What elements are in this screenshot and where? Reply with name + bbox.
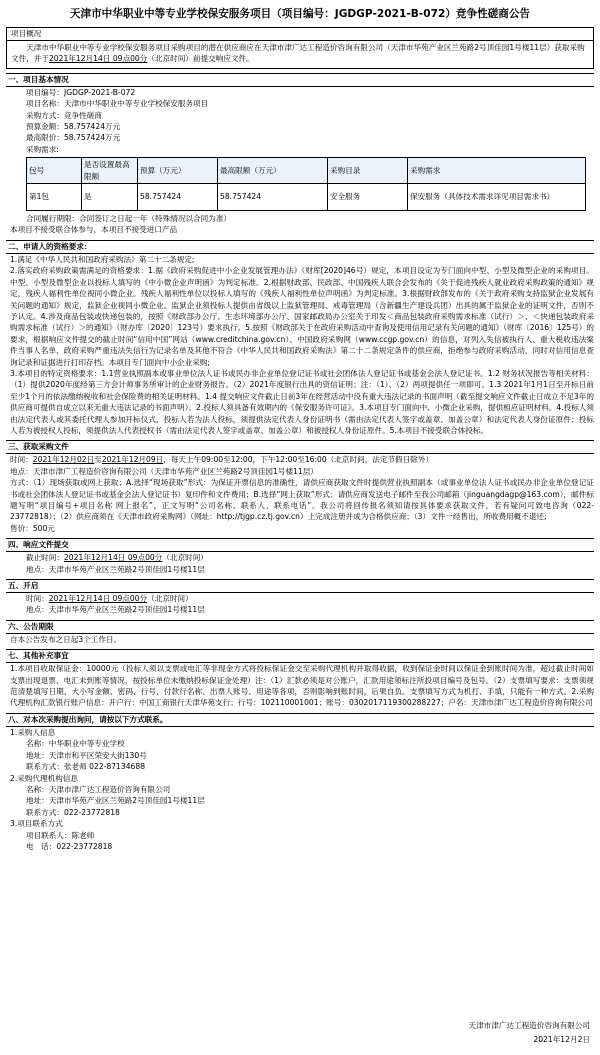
section-1-heading-bar [6, 73, 594, 87]
obtain-time-end: 2021年12月09日 [101, 455, 164, 465]
field-label: 预算金额： [26, 122, 64, 132]
agency-title: 2.采购代理机构信息 [10, 773, 78, 783]
open-time [6, 593, 594, 604]
overview-box [6, 27, 594, 69]
overview-text-end: （北京时间）前提交响应文件。 [147, 54, 254, 64]
section-6-heading: 六、公告期限 [8, 621, 54, 631]
obtain-time-start: 2021年12月02日 [32, 455, 95, 465]
field-value: JGDGP-2021-B-072 [63, 87, 136, 97]
obtain-method: 方式：（1）现场获取或网上获取；A.选择“现场获取”形式：为保证开票信息的准确性，请供应商获取文件时提供营业执照副本（或事业单位法人证书或民办非企业单位登记证书或社会团体法人登记证书或基金会法人登记证书）复印件和文件费用；B.选择“网上获取”形式：请供应商发送电子邮件至我公司邮箱（jinguangdagp@163.com），邮件标题写明“项目编号+项目名称 网上报名”，正文写明“公司名称、联系人、联系电话”。我公司将回传报名须知请按具体要求获取文件，若有疑问可致电咨询（022-23772818）；（2）供应商须在《天津市政府采购网》（网址：http://tjgp.cz.tj.gov.cn）上完成注册并成为合格供应商；（3）文件一经售出，所收费用概不退还; [10, 478, 594, 522]
field-label: 采购方式： [26, 110, 64, 120]
submit-deadline-value: 2021年12月14日 09点00分 [63, 553, 163, 563]
qualification-3: 3.本项目的特定资格要求：1.1营业执照副本或事业单位法人证书或民办非企业单位登记证书或社会团体法人登记证书或基金会法人登记证书。1.2 财务状况报告等相关材料：（1）提供2020年度经第三方会计师事务所审计的企业财务报告。（2）2021年度银行出具的资信证明；注：（1）、（2）两项提供任一项即可。1.3 2021年1月1日至开标日前至少1个月的依法缴纳税收和社会保险费的相关证明材料。1.4 提交响应文件截止日前3年在经营活动中没有重大违法记录的书面声明（截至提交响应文件截止日成立不足3年的供应商可提供自成立以来无重大违法记录的书面声明）。2.投标人须具备有效期内的《保安服务许可证》。3.本项目专门面向中、小微企业采购，提供相应证明材料。4.投标人须由法定代表人或其委托代理人参加开标仪式，投标人若为法人投标，须提供法定代表人身份证明书（需由法定代表人签字或盖章、加盖公章）和法定代表人身份证原件；投标人若为被授权人投标，须提供法人代表授权书（需由法定代表人签字或盖章、加盖公章）和被授权人身份证原件。5.本项目不接受联合体投标。 [10, 368, 594, 435]
table-header: 采购需求 [408, 158, 586, 184]
agency-address: 地址：天津市华苑产业区兰苑路2号顶佳园1号楼11层 [26, 796, 205, 806]
table-cell: 58.757424 [138, 184, 218, 211]
table-cell: 第1包 [27, 184, 82, 211]
section-7-heading: 七、其他补充事宜 [8, 651, 69, 661]
open-time-suffix: （北京时间） [147, 594, 193, 604]
section-8-heading: 八、对本次采购提出询问，请按以下方式联系。 [8, 714, 168, 724]
signature-date: 2021年12月2日 [533, 1035, 590, 1044]
table-header: 预算（万元） [138, 158, 218, 184]
table-header: 是否设置最高限额 [82, 158, 138, 184]
overview-body [7, 41, 593, 68]
purchaser-title: 1.采购人信息 [10, 727, 56, 737]
notice-period: 自本公告发布之日起3个工作日。 [10, 634, 122, 644]
field-max-price [6, 132, 594, 143]
obtain-time-label: 时间： [10, 455, 33, 465]
signature-company: 天津市津广达工程造价咨询有限公司 [468, 1021, 590, 1030]
table-header-row [27, 158, 586, 184]
qualification-1: 1.满足《中华人民共和国政府采购法》第二十二条规定; [10, 254, 195, 264]
section-2-heading: 二、申请人的资格要求： [8, 241, 92, 251]
section-8-heading-bar [6, 713, 594, 727]
field-label: 最高限价： [26, 133, 64, 143]
supplementary-matters: 1.本项目收取保证金：10000元（投标人须以支票或电汇等非现金方式将投标保证金交至采购代理机构并取得收据，收到保证金时间以保证金到账时间为准，超过截止时间如支票出现退票、电汇未到账等情况，按投标单位未缴纳投标保证金处理）注：（1）汇款必须是对公账户，汇款用途须标注所投项目编号及包号。（2）支票填写要求：支票须规范清楚填写日期、大小写金额、密码、行号、付款行名称、出票人账号、用途等各项，否则影响到账时间，后果自负。支票填写方式为机打、手填，只能有一种方式。2.采购代理机构汇款银行账户信息：开户行：中国工商银行天津华苑支行；行号：102110001001；账号：0302017119300288227；户名：天津市津广达工程造价咨询有限公司 [10, 664, 594, 708]
table-cell: 安全服务 [328, 184, 408, 211]
table-cell: 58.757424 [218, 184, 328, 211]
field-project-no [6, 87, 594, 98]
project-contact-title: 3.项目联系方式 [10, 819, 63, 829]
open-time-value: 2021年12月14日 09点00分 [48, 594, 148, 604]
table-header: 包号 [27, 158, 82, 184]
overview-text: 天津市中华职业中等专业学校保安服务项目采购项目的潜在供应商应在天津市津广达工程造价咨询有限公司（天津市华苑产业区兰苑路2号顶佳园1号楼11层）获取采购文件，并于 [11, 43, 585, 64]
section-3-heading-bar [6, 440, 594, 454]
section-7-heading-bar [6, 649, 594, 663]
field-value: 58.757424万元 [63, 133, 121, 143]
section-2-heading-bar [6, 240, 594, 254]
field-label: 项目名称： [26, 99, 64, 109]
project-contact-phone: 电 话：022-23772818 [26, 841, 113, 851]
overview-deadline: 2021年12月14日 09点00分 [48, 54, 148, 64]
purchaser-name: 名称：中华职业中等专业学校 [26, 739, 125, 749]
field-value: 58.757424万元 [63, 122, 121, 132]
field-project-name [6, 98, 594, 109]
contract-period: 合同履行期限：合同签订之日起一年（特殊情况以合同为准） [26, 214, 232, 224]
table-header: 最高限额（万元） [218, 158, 328, 184]
table-row [27, 184, 586, 211]
obtain-time [6, 454, 594, 465]
section-5-heading: 五、开启 [8, 581, 39, 591]
obtain-place: 地点：天津市津广工程造价咨询有限公司（天津市华苑产业区兰苑路2号顶佳园1号楼11层） [10, 466, 318, 476]
purchaser-address: 地址：天津市和平区荣安大街130号 [26, 750, 147, 760]
qualification-2: 2.落实政府采购政策需满足的资格要求：1.据《政府采购促进中小企业发展管理办法》（财库[2020]46号）规定，本项目设定为专门面向中型、小型及微型企业的采购项目。中型、小型及微型企业以投标人填写的《中小微企业声明函》为判定标准。2.根据财政部、民政部、中国残疾人联合会发布的《关于促进残疾人就业政府采购政策的通知》规定，残疾人福利性单位视同小微企业。残疾人福利性单位以投标人填写的《残疾人福利性单位声明函》为判定标准。3.根据财政部发布的《关于政府采购支持监狱企业发展有关问题的通知》规定，监狱企业视同小微企业。监狱企业须投标人提供由省级以上监狱管理局、戒毒管理局（含新疆生产建设兵团）出具的属于监狱企业的证明文件，否则不予认定。4.涉及商品包装或快递包装的，按照《财政部办公厅、生态环境部办公厅、国家邮政局办公室关于印发＜商品包装政府采购需求标准（试行）＞、＜快递包装政府采购需求标准（试行）＞的通知》（财办库〔2020〕123号）要求执行。5.按照《财政部关于在政府采购活动中查询及使用信用记录有关问题的通知》（财库〔2016〕125号）的要求，根据响应文件提交的截止时间“信用中国”网站（www.creditchina.gov.cn）、中国政府采购网（www.ccgp.gov.cn）的信息，对列入失信被执行人、重大税收违法案件当事人名单、政府采购严重违法失信行为记录名单及其他不符合《中华人民共和国政府采购法》第二十二条规定条件的供应商，拒绝参与政府采购活动，同时对信用信息查询记录和证据进行打印存档。本项目专门面向中小企业采购; [10, 266, 594, 367]
submit-deadline-suffix: （北京时间） [162, 553, 208, 563]
submit-place: 地点：天津市华苑产业区兰苑路2号顶佳园1号楼11层 [26, 564, 205, 574]
field-value: 竞争性磋商 [63, 110, 102, 120]
section-1-heading: 一、项目基本情况 [8, 74, 69, 84]
open-time-label: 时间： [26, 594, 49, 604]
field-value: 天津市中华职业中等专业学校保安服务项目 [63, 99, 209, 109]
field-method [6, 110, 594, 121]
section-3-heading: 三、获取采购文件 [8, 442, 69, 452]
requirements-label: 采购需求: [26, 144, 59, 154]
table-cell: 保安服务（具体技术需求详见项目需求书） [408, 184, 586, 211]
obtain-time-mid: 至 [94, 455, 102, 465]
open-place: 地点：天津市华苑产业区兰苑路2号顶佳园1号楼11层 [26, 605, 205, 615]
package-table [26, 157, 586, 211]
section-4-heading-bar [6, 538, 594, 552]
section-5-heading-bar [6, 579, 594, 593]
project-contact-person: 项目联系人：陈老师 [26, 830, 95, 840]
table-cell: 是 [82, 184, 138, 211]
agency-contact: 联系方式：022-23772818 [26, 807, 120, 817]
submit-deadline [6, 552, 594, 563]
purchaser-contact: 联系方式：张老师 022-87134688 [26, 762, 146, 772]
no-consortium-note: 本项目不接受联合体参与，本项目不接受进口产品 [10, 225, 178, 235]
agency-name: 名称：天津市津广达工程造价咨询有限公司 [26, 784, 171, 794]
obtain-price: 售价：500元 [10, 523, 55, 533]
field-budget [6, 121, 594, 132]
table-header: 采购目录 [328, 158, 408, 184]
section-4-heading: 四、响应文件提交 [8, 540, 69, 550]
obtain-time-rest: ，每天上午09:00至12:00，下午12:00至16:00（北京时间，法定节假日除外） [163, 455, 434, 465]
section-6-heading-bar [6, 620, 594, 634]
field-label: 项目编号： [26, 87, 64, 97]
page-title: 天津市中华职业中等专业学校保安服务项目（项目编号：JGDGP-2021-B-072）竞争性磋商公告 [69, 8, 531, 20]
overview-heading: 项目概况 [7, 28, 593, 41]
submit-deadline-label: 截止时间： [26, 553, 64, 563]
